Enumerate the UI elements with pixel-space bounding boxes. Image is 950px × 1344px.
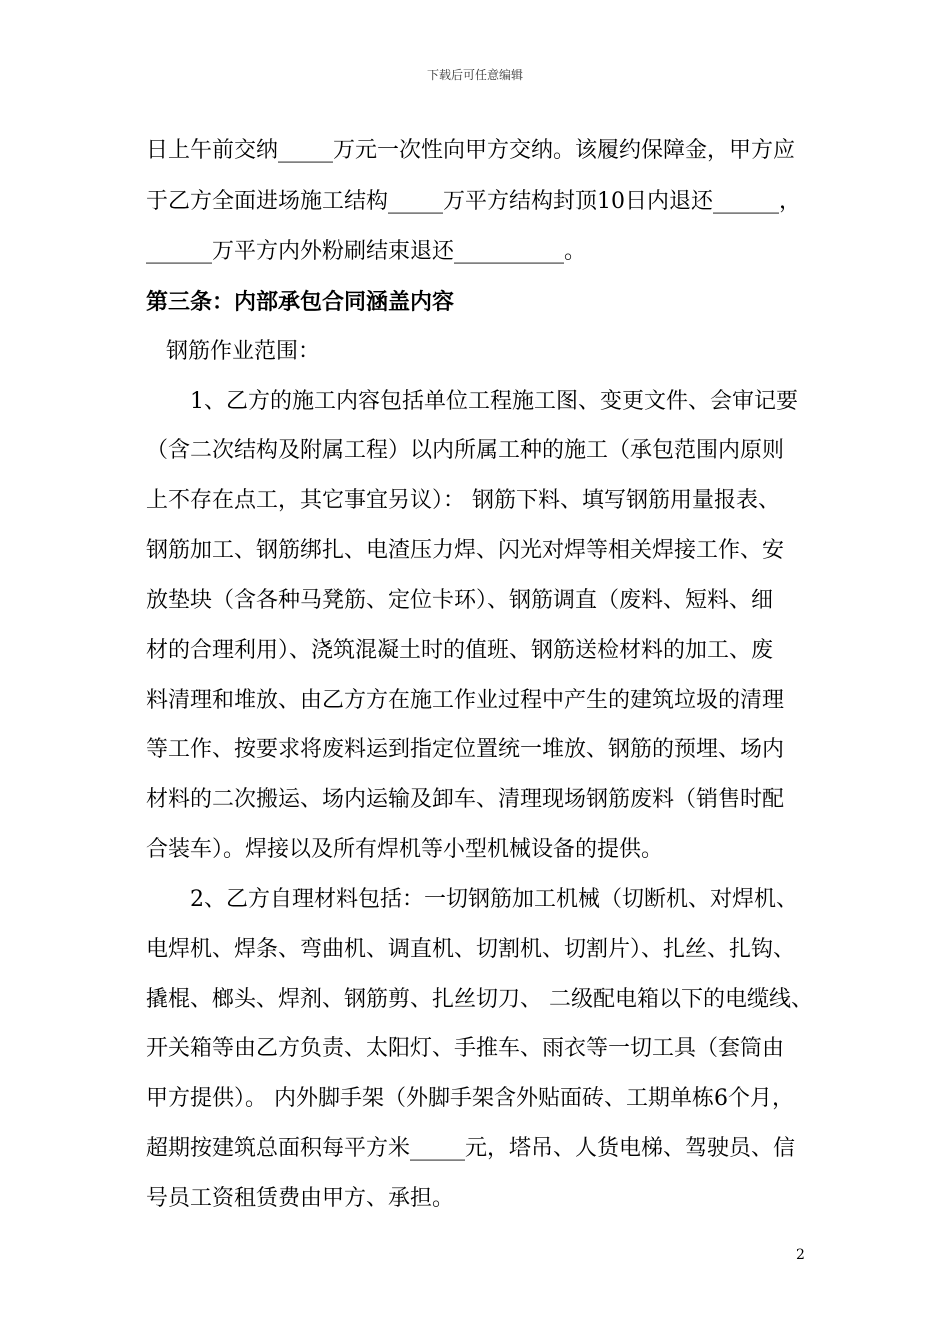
body-line: 1、乙方的施工内容包括单位工程施工图、变更文件、会审记要 xyxy=(190,389,798,414)
body-line: 材的合理利用）、浇筑混凝土时的值班、钢筋送检材料的加工、废 xyxy=(146,638,774,663)
body-line: 号员工资租赁费由甲方、承担。 xyxy=(146,1186,455,1211)
body-line: 材料的二次搬运、场内运输及卸车、清理现场钢筋废料（销售时配 xyxy=(146,787,785,812)
body-line: 料清理和堆放、由乙方方在施工作业过程中产生的建筑垃圾的清理 xyxy=(146,688,785,713)
body-line: 于乙方全面进场施工结构_____万平方结构封顶10日内退还______， xyxy=(146,189,801,214)
body-line: 超期按建筑总面积每平方米_____元，塔吊、人货电梯、驾驶员、信 xyxy=(146,1136,796,1161)
body-line: 合装车）。焊接以及所有焊机等小型机械设备的提供。 xyxy=(146,837,664,862)
page-header: 下载后可任意编辑 xyxy=(426,68,523,82)
body-line: 等工作、按要求将废料运到指定位置统一堆放、钢筋的预埋、场内 xyxy=(146,737,785,762)
subsection-heading: 钢筋作业范围： xyxy=(166,339,321,364)
body-line: 电焊机、焊条、弯曲机、调直机、切割机、切割片）、扎丝、扎钩、 xyxy=(146,937,796,962)
body-line: （含二次结构及附属工程）以内所属工种的施工（承包范围内原则 xyxy=(146,438,785,463)
body-line: ______万平方内外粉刷结束退还__________。 xyxy=(146,239,587,264)
body-line: 钢筋加工、钢筋绑扎、电渣压力焊、闪光对焊等相关焊接工作、安 xyxy=(146,538,785,563)
body-line: 撬棍、榔头、焊剂、钢筋剪、扎丝切刀、 二级配电箱以下的电缆线、 xyxy=(146,987,813,1012)
body-line: 甲方提供）。 内外脚手架（外脚手架含外贴面砖、工期单栋6个月， xyxy=(146,1086,794,1111)
body-line: 开关箱等由乙方负责、太阳灯、手推车、雨衣等一切工具（套筒由 xyxy=(146,1036,785,1061)
body-line: 上不存在点工，其它事宜另议）： 钢筋下料、填写钢筋用量报表、 xyxy=(146,488,780,513)
body-line: 放垫块（含各种马凳筋、定位卡环）、钢筋调直（废料、短料、细 xyxy=(146,588,774,613)
page-number: 2 xyxy=(796,1247,805,1263)
section-heading: 第三条：内部承包合同涵盖内容 xyxy=(146,289,455,315)
body-line: 日上午前交纳_____万元一次性向甲方交纳。该履约保障金，甲方应 xyxy=(146,138,796,163)
body-line: 2、乙方自理材料包括：一切钢筋加工机械（切断机、对焊机、 xyxy=(190,887,798,912)
